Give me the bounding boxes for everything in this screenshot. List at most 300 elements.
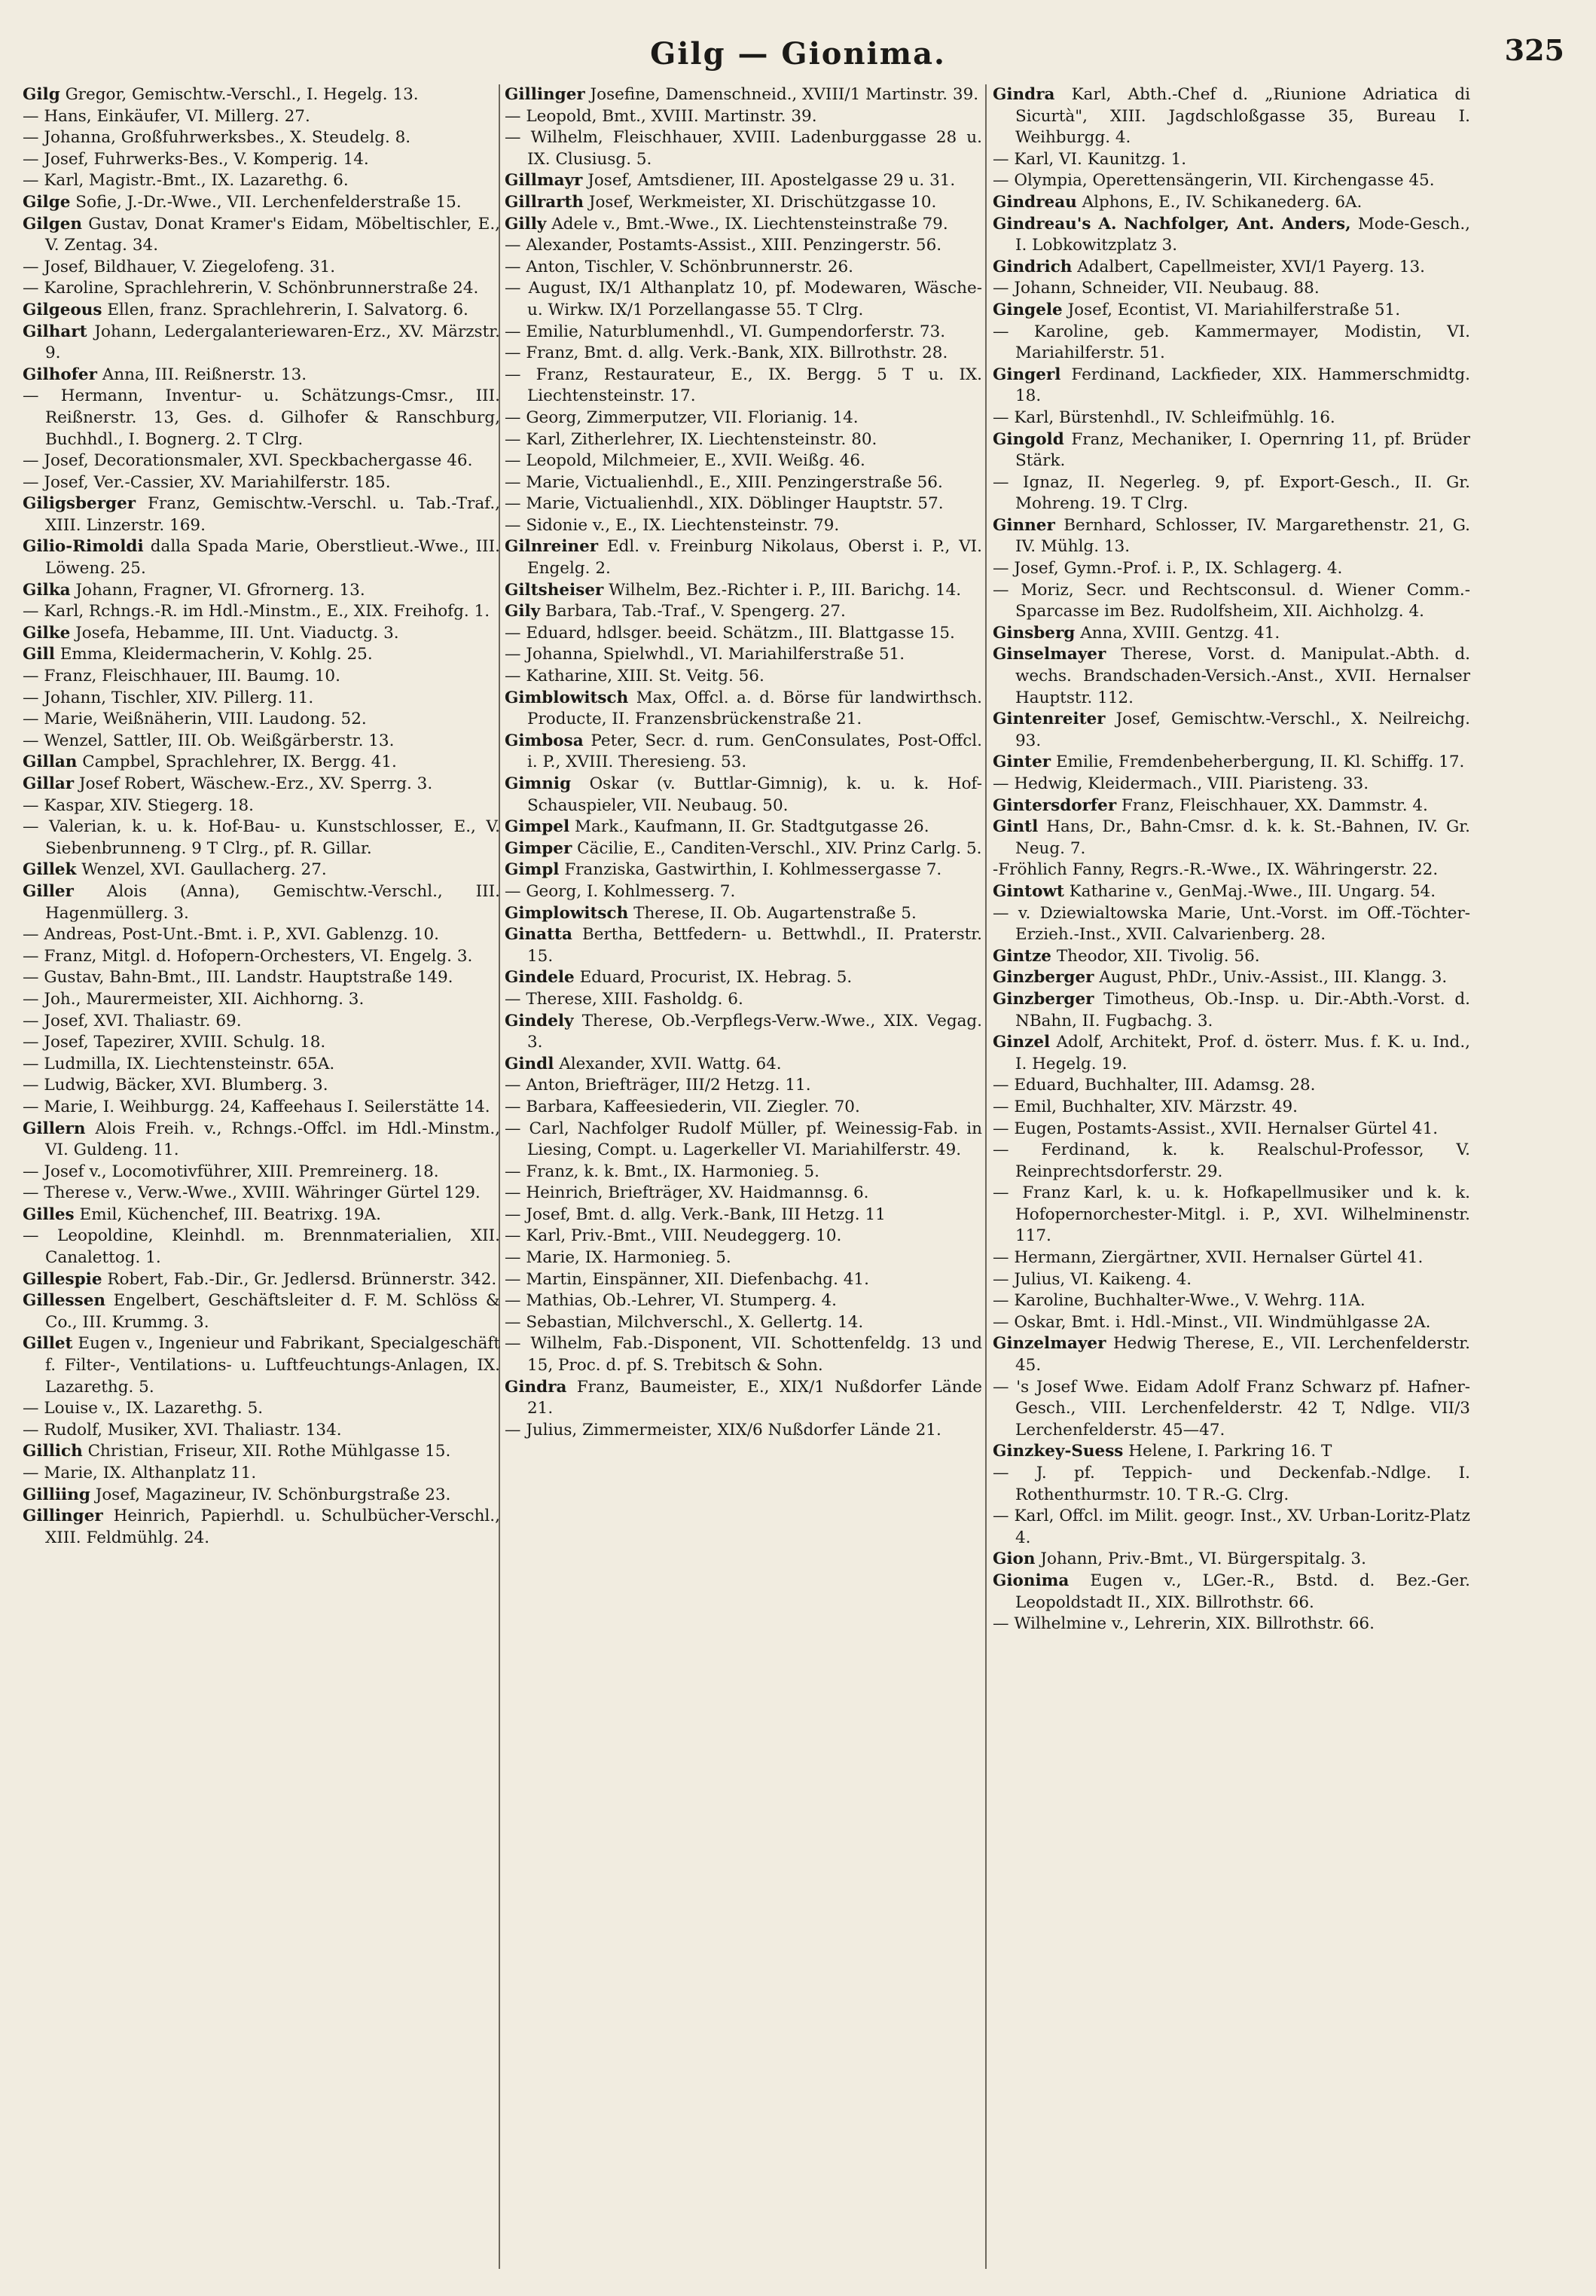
entry-details: Josef, Econtist, VI. Mariahilferstraße 51. [1067, 300, 1401, 319]
entry-surname: Gingold [993, 429, 1064, 449]
directory-entry [505, 1312, 982, 1334]
entry-details: Adolf, Architekt, Prof. d. österr. Mus. f. K. u. Ind., I. Hegelg. 19. [1015, 1033, 1470, 1073]
entry-surname: Gillespie [23, 1269, 102, 1289]
entry-details: Bertha, Bettfedern- u. Bettwhdl., II. Praterstr. 15. [527, 925, 982, 966]
entry-details: Cäcilie, E., Canditen-Verschl., XIV. Prinz Carlg. 5. [577, 838, 982, 858]
entry-surname: Gintersdorfer [993, 795, 1117, 815]
entry-details: -Fröhlich Fanny, Regrs.-R.-Wwe., IX. Währingerstr. 22. [993, 860, 1439, 880]
entry-details: Barbara, Tab.-Traf., V. Spengerg. 27. [545, 602, 846, 621]
directory-entry [505, 774, 982, 817]
entry-details: — Heinrich, Briefträger, XV. Haidmannsg. 6. [505, 1183, 869, 1203]
entry-surname: Gily [505, 602, 541, 621]
column-2 [505, 84, 982, 2273]
entry-details: — August, IX/1 Althanplatz 10, pf. Modewaren, Wäsche- u. Wirkw. IX/1 Porzellangasse 55. T Clrg. [505, 279, 982, 319]
directory-entry [993, 1032, 1470, 1075]
entry-surname: Gilka [23, 580, 71, 600]
directory-entry [993, 1290, 1470, 1312]
directory-entry [23, 1075, 500, 1097]
entry-surname: Gionima [993, 1571, 1070, 1590]
entry-details: — Kaspar, XIV. Stiegerg. 18. [23, 795, 255, 815]
directory-entry [23, 859, 500, 881]
entry-details: — Marie, Weißnäherin, VIII. Laudong. 52. [23, 710, 367, 729]
directory-entry [23, 1119, 500, 1162]
entry-details: — Josef v., Locomotivführer, XIII. Premreinerg. 18. [23, 1162, 439, 1181]
entry-details: — Julius, VI. Kaikeng. 4. [993, 1269, 1192, 1289]
directory-entry [23, 493, 500, 536]
entry-details: Robert, Fab.-Dir., Gr. Jedlersd. Brünnerstr. 342. [107, 1269, 497, 1289]
entry-details: — Wenzel, Sattler, III. Ob. Weißgärberstr. 13. [23, 731, 395, 750]
directory-entry [505, 515, 982, 537]
directory-entry [23, 946, 500, 968]
entry-details: Ferdinand, Lackfieder, XIX. Hammerschmidtg. 18. [1015, 365, 1470, 406]
entry-details: Alois (Anna), Gemischtw.-Verschl., III. Hagenmüllerg. 3. [45, 881, 500, 923]
entry-details: — Karl, Rchngs.-R. im Hdl.-Minstm., E., XIX. Freihofg. 1. [23, 602, 490, 621]
directory-entry [993, 1614, 1470, 1635]
directory-entry [993, 278, 1470, 300]
directory-entry [23, 1162, 500, 1183]
entry-surname: Gilgen [23, 214, 83, 234]
entry-details: — Josef, Fuhrwerks-Bes., V. Komperig. 14. [23, 149, 369, 169]
entry-surname: Gilnreiner [505, 537, 599, 557]
entry-surname: Gimbosa [505, 731, 584, 750]
directory-entry [505, 365, 982, 408]
entry-details: — Louise v., IX. Lazarethg. 5. [23, 1399, 264, 1418]
entry-details: — Franz, Mitgl. d. Hofopern-Orchesters, VI. Engelg. 3. [23, 946, 473, 966]
entry-details: — Karoline, Sprachlehrerin, V. Schönbrunnerstraße 24. [23, 279, 479, 298]
entry-surname: Gilly [505, 214, 547, 234]
entry-details: Katharine v., GenMaj.-Wwe., III. Ungarg. 54. [1069, 881, 1436, 901]
entry-details: Emil, Küchenchef, III. Beatrixg. 19A. [79, 1204, 381, 1224]
directory-entry [993, 752, 1470, 774]
directory-entry [23, 127, 500, 149]
entry-surname: Gilliing [23, 1485, 90, 1504]
directory-entry [23, 214, 500, 257]
entry-details: — Ludwig, Bäcker, XVI. Blumberg. 3. [23, 1076, 328, 1095]
directory-entry [993, 1463, 1470, 1506]
entry-details: — Alexander, Postamts-Assist., XIII. Penzingerstr. 56. [505, 236, 942, 255]
directory-entry [23, 386, 500, 450]
entry-details: — Karl, Zitherlehrer, IX. Liechtensteinstr. 80. [505, 429, 877, 449]
entry-details: — Eduard, Buchhalter, III. Adamsg. 28. [993, 1076, 1316, 1095]
directory-entry [993, 322, 1470, 365]
entry-surname: Ginzelmayer [993, 1334, 1106, 1354]
directory-entry [505, 601, 982, 623]
column-divider [985, 84, 987, 2269]
entry-details: Campbel, Sprachlehrer, IX. Bergg. 41. [82, 753, 397, 772]
directory-entry [23, 881, 500, 924]
directory-entry [23, 450, 500, 472]
entry-details: — Wilhelmine v., Lehrerin, XIX. Billrothstr. 66. [993, 1614, 1375, 1634]
entry-details: Mode-Gesch., I. Lobkowitzplatz 3. [1015, 214, 1470, 255]
entry-details: Karl, Abth.-Chef d. „Riunione Adriatica di Sicurtà", XIII. Jagdschloßgasse 35, Bureau I. Weihburgg. 4. [1015, 85, 1470, 148]
entry-details: Sofie, J.-Dr.-Wwe., VII. Lerchenfelderstraße 15. [75, 192, 462, 212]
entry-surname: Gindreau's A. Nachfolger, Ant. Anders, [993, 214, 1351, 234]
entry-surname: Giltsheiser [505, 580, 604, 600]
directory-entry [505, 1377, 982, 1420]
entry-details: — Martin, Einspänner, XII. Diefenbachg. 41. [505, 1269, 869, 1289]
directory-entry [993, 1119, 1470, 1140]
directory-entry [23, 1032, 500, 1054]
directory-entry [505, 84, 982, 106]
directory-entry [993, 1312, 1470, 1334]
entry-surname: Gindra [505, 1377, 567, 1397]
entry-details: — Leopold, Bmt., XVIII. Martinstr. 39. [505, 106, 817, 126]
directory-entry [993, 623, 1470, 645]
entry-details: Gregor, Gemischtw.-Verschl., I. Hegelg. 13. [65, 85, 419, 104]
entry-details: — Josef, Bildhauer, V. Ziegelofeng. 31. [23, 257, 336, 276]
entry-details: — Johanna, Spielwhdl., VI. Mariahilferstraße 51. [505, 645, 905, 664]
entry-details: — Johann, Tischler, XIV. Pillerg. 11. [23, 688, 314, 707]
entry-details: Josefine, Damenschneid., XVIII/1 Martinstr. 39. [590, 85, 979, 104]
entry-details: Helene, I. Parkring 16. T [1128, 1442, 1332, 1461]
entry-details: Wilhelm, Bez.-Richter i. P., III. Barichg. 14. [609, 580, 962, 600]
directory-entry [505, 106, 982, 128]
directory-entry [23, 1097, 500, 1119]
entry-details: — Valerian, k. u. k. Hof-Bau- u. Kunstschlosser, E., V. Siebenbrunneng. 9 T Clrg., pf. R. Gillar. [23, 817, 500, 858]
directory-entry [993, 644, 1470, 709]
entry-surname: Gillich [23, 1442, 83, 1461]
entry-details: — Josef, XVI. Thaliastr. 69. [23, 1011, 242, 1030]
entry-details: Alois Freih. v., Rchngs.-Offcl. im Hdl.-Minstm., VI. Guldeng. 11. [45, 1119, 500, 1160]
entry-surname: Gindrich [993, 257, 1073, 276]
entry-details: Ellen, franz. Sprachlehrerin, I. Salvatorg. 6. [107, 300, 468, 319]
directory-entry [993, 1097, 1470, 1119]
page-number: 325 [1504, 33, 1564, 67]
entry-details: — Emilie, Naturblumenhdl., VI. Gumpendorferstr. 73. [505, 322, 946, 341]
entry-surname: Gindreau [993, 192, 1077, 212]
entry-details: Hans, Dr., Bahn-Cmsr. d. k. k. St.-Bahnen, IV. Gr. Neug. 7. [1015, 817, 1470, 858]
entry-surname: Ginter [993, 753, 1051, 772]
directory-entry [993, 149, 1470, 171]
directory-entry [993, 558, 1470, 580]
directory-entry [23, 322, 500, 365]
entry-details: — Marie, IX. Harmonieg. 5. [505, 1248, 731, 1268]
entry-details: Theodor, XII. Tivolig. 56. [1056, 946, 1260, 966]
directory-entry [505, 322, 982, 343]
entry-surname: Ginner [993, 515, 1055, 535]
entry-details: — Andreas, Post-Unt.-Bmt. i. P., XVI. Gablenzg. 10. [23, 925, 439, 945]
directory-entry [505, 688, 982, 731]
directory-entry [505, 429, 982, 451]
entry-details: — Johanna, Großfuhrwerksbes., X. Steudelg. 8. [23, 128, 411, 148]
entry-details: — Franz, Restaurateur, E., IX. Bergg. 5 T u. IX. Liechtensteinstr. 17. [505, 365, 982, 406]
directory-entry [23, 278, 500, 300]
column-1 [23, 84, 500, 2273]
entry-surname: Gillern [23, 1119, 86, 1138]
directory-entry [993, 257, 1470, 279]
entry-surname: Gion [993, 1549, 1036, 1569]
directory-entry [23, 623, 500, 645]
entry-details: — Wilhelm, Fleischhauer, XVIII. Ladenburggasse 28 u. IX. Clusiusg. 5. [505, 128, 982, 169]
directory-entry [993, 1333, 1470, 1376]
directory-entry [993, 84, 1470, 149]
directory-entry [505, 170, 982, 192]
entry-details: Heinrich, Papierhdl. u. Schulbücher-Verschl., XIII. Feldmühlg. 24. [45, 1507, 500, 1547]
directory-entry [505, 644, 982, 666]
entry-surname: Ginsberg [993, 623, 1076, 643]
directory-entry [23, 1333, 500, 1398]
directory-entry [993, 1506, 1470, 1549]
directory-entry [505, 1204, 982, 1226]
entry-details: — Emil, Buchhalter, XIV. Märzstr. 49. [993, 1097, 1298, 1116]
entry-details: Johann, Fragner, VI. Gfrornerg. 13. [75, 580, 365, 600]
directory-entry [23, 170, 500, 192]
directory-entry [23, 1269, 500, 1291]
entry-details: — Therese, XIII. Fasholdg. 6. [505, 989, 743, 1009]
directory-entry [505, 967, 982, 989]
directory-entry [23, 580, 500, 602]
directory-entry [993, 881, 1470, 903]
entry-details: — 's Josef Wwe. Eidam Adolf Franz Schwarz pf. Hafner-Gesch., VIII. Lerchenfelderstr. 42 T, Ndlge. VII/3 Lerchenfelderstr. 45—47. [993, 1377, 1470, 1440]
directory-entry [505, 903, 982, 925]
entry-surname: Ginzel [993, 1033, 1051, 1052]
entry-details: Josef, Werkmeister, XI. Drischützgasse 10. [588, 192, 937, 212]
directory-entry [993, 967, 1470, 989]
directory-entry [23, 795, 500, 817]
entry-details: Eugen v., Ingenieur und Fabrikant, Specialgeschäft f. Filter-, Ventilations- u. Luftfeuchtungs-Anlagen, IX. Lazarethg. 5. [45, 1334, 500, 1397]
entry-details: — Hermann, Ziergärtner, XVII. Hernalser Gürtel 41. [993, 1248, 1424, 1268]
entry-details: — Wilhelm, Fab.-Disponent, VII. Schottenfeldg. 13 und 15, Proc. d. pf. S. Trebitsch & Sohn. [505, 1334, 982, 1375]
entry-details: Christian, Friseur, XII. Rothe Mühlgasse 15. [87, 1442, 451, 1461]
entry-surname: Gillek [23, 860, 77, 880]
entry-details: — Franz, Bmt. d. allg. Verk.-Bank, XIX. Billrothstr. 28. [505, 343, 948, 363]
entry-details: — Georg, I. Kohlmesserg. 7. [505, 881, 736, 901]
entry-details: Josef Robert, Wäschew.-Erz., XV. Sperrg. 3. [78, 774, 433, 793]
entry-details: Josef, Amtsdiener, III. Apostelgasse 29 u. 31. [587, 171, 956, 191]
directory-entry [993, 1140, 1470, 1183]
directory-entry [505, 1269, 982, 1291]
directory-entry [993, 946, 1470, 968]
entry-surname: Gindele [505, 968, 575, 988]
entry-details: Eduard, Procurist, IX. Hebrag. 5. [579, 968, 853, 988]
entry-details: — Karl, Magistr.-Bmt., IX. Lazarethg. 6. [23, 171, 349, 191]
entry-details: — Franz, k. k. Bmt., IX. Harmonieg. 5. [505, 1162, 819, 1181]
entry-details: Therese, Ob.-Verpflegs-Verw.-Wwe., XIX. Vegag. 3. [527, 1011, 982, 1052]
directory-entry [23, 1420, 500, 1442]
directory-entry [23, 84, 500, 106]
entry-details: — Marie, I. Weihburgg. 24, Kaffeehaus I. Seilerstätte 14. [23, 1097, 490, 1116]
entry-details: Bernhard, Schlosser, IV. Margarethenstr. 21, G. IV. Mühlg. 13. [1015, 515, 1470, 557]
entry-details: Eugen v., LGer.-R., Bstd. d. Bez.-Ger. Leopoldstadt II., XIX. Billrothstr. 66. [1015, 1571, 1470, 1612]
entry-details: — Moriz, Secr. und Rechtsconsul. d. Wiener Comm.-Sparcasse im Bez. Rudolfsheim, XII. Aichholzg. 4. [993, 580, 1470, 621]
entry-surname: Giligsberger [23, 494, 136, 514]
entry-details: — Karl, VI. Kaunitzg. 1. [993, 149, 1187, 169]
entry-details: — Mathias, Ob.-Lehrer, VI. Stumperg. 4. [505, 1291, 837, 1311]
directory-entry [23, 967, 500, 989]
entry-details: Timotheus, Ob.-Insp. u. Dir.-Abth.-Vorst. d. NBahn, II. Fugbachg. 3. [1015, 989, 1470, 1030]
directory-entry [505, 838, 982, 860]
entry-details: — Georg, Zimmerputzer, VII. Florianig. 14. [505, 408, 859, 427]
entry-details: Therese, Vorst. d. Manipulat.-Abth. d. wechs. Brandschaden-Versich.-Anst., XVII. Hernalser Hauptstr. 112. [1015, 645, 1470, 707]
directory-entry [993, 795, 1470, 817]
directory-entry [23, 365, 500, 386]
directory-entry [505, 989, 982, 1011]
entry-details: Oskar (v. Buttlar-Gimnig), k. u. k. Hof-Schauspieler, VII. Neubaug. 50. [527, 774, 982, 815]
entry-details: Anna, III. Reißnerstr. 13. [102, 365, 307, 384]
directory-entry [23, 709, 500, 731]
entry-surname: Gill [23, 645, 55, 664]
entry-details: — Karl, Offcl. im Milit. geogr. Inst., XV. Urban-Loritz-Platz 4. [993, 1507, 1470, 1547]
entry-details: Wenzel, XVI. Gaullacherg. 27. [81, 860, 327, 880]
directory-entry [23, 1463, 500, 1485]
directory-entry [505, 278, 982, 321]
directory-entry [993, 1183, 1470, 1247]
entry-details: — Marie, Victualienhdl., E., XIII. Penzingerstraße 56. [505, 472, 943, 492]
entry-details: — Karl, Priv.-Bmt., VIII. Neudeggerg. 10. [505, 1226, 842, 1246]
entry-surname: Ginselmayer [993, 645, 1106, 664]
entry-details: — Anton, Briefträger, III/2 Hetzg. 11. [505, 1076, 811, 1095]
entry-details: Gustav, Donat Kramer's Eidam, Möbeltischler, E., V. Zentag. 34. [45, 214, 500, 255]
entry-details: Emilie, Fremdenbeherbergung, II. Kl. Schiffg. 17. [1055, 753, 1465, 772]
directory-entry [505, 924, 982, 967]
entry-surname: Gimblowitsch [505, 688, 629, 707]
entry-details: — Therese v., Verw.-Wwe., XVIII. Währinger Gürtel 129. [23, 1183, 481, 1203]
directory-entry [993, 1571, 1470, 1614]
entry-surname: Gimpl [505, 860, 560, 880]
entry-details: — Ferdinand, k. k. Realschul-Professor, V. Reinprechtsdorferstr. 29. [993, 1140, 1470, 1181]
entry-details: — Hedwig, Kleidermach., VIII. Piaristeng. 33. [993, 774, 1369, 793]
entry-surname: Gintenreiter [993, 710, 1106, 729]
entry-details: — Ignaz, II. Negerleg. 9, pf. Export-Gesch., II. Gr. Mohreng. 19. T Clrg. [993, 472, 1470, 514]
directory-entry [23, 1204, 500, 1226]
entry-details: Alexander, XVII. Wattg. 64. [559, 1054, 782, 1073]
entry-surname: Gillet [23, 1334, 73, 1354]
directory-entry [505, 536, 982, 579]
entry-details: Josefa, Hebamme, III. Unt. Viaductg. 3. [75, 623, 399, 643]
entry-details: Adele v., Bmt.-Wwe., IX. Liechtensteinstraße 79. [551, 214, 948, 234]
entry-details: — Sidonie v., E., IX. Liechtensteinstr. 79. [505, 515, 840, 535]
directory-entry [505, 580, 982, 602]
directory-entry [993, 580, 1470, 623]
directory-entry [23, 1054, 500, 1076]
directory-entry [505, 1119, 982, 1162]
entry-surname: Gimpel [505, 817, 570, 837]
column-3 [993, 84, 1470, 2273]
directory-entry [505, 1162, 982, 1183]
directory-entry [993, 1441, 1470, 1463]
entry-details: Franz, Mechaniker, I. Opernring 11, pf. Brüder Stärk. [1015, 429, 1470, 471]
directory-entry [993, 192, 1470, 214]
directory-entry [505, 666, 982, 688]
page-title: Gilg — Gionima. [650, 36, 946, 72]
entry-details: — Leopoldine, Kleinhdl. m. Brennmaterialien, XII. Canalettog. 1. [23, 1226, 500, 1268]
directory-entry [993, 214, 1470, 257]
entry-details: — Gustav, Bahn-Bmt., III. Landstr. Hauptstraße 149. [23, 968, 453, 988]
directory-entry [23, 688, 500, 710]
directory-entry [505, 881, 982, 903]
directory-entry [23, 989, 500, 1011]
entry-details: — Hans, Einkäufer, VI. Millerg. 27. [23, 106, 310, 126]
entry-details: Johann, Ledergalanteriewaren-Erz., XV. Märzstr. 9. [45, 322, 500, 363]
entry-surname: Gillrarth [505, 192, 584, 212]
directory-entry [993, 709, 1470, 752]
directory-entry [505, 343, 982, 365]
directory-entry [23, 472, 500, 494]
directory-entry [505, 731, 982, 774]
entry-details: — Eduard, hdlsger. beeid. Schätzm., III. Blattgasse 15. [505, 623, 955, 643]
directory-entry [993, 170, 1470, 192]
entry-surname: Gilgeous [23, 300, 102, 319]
directory-entry [993, 989, 1470, 1032]
directory-entry [993, 515, 1470, 558]
entry-details: — Josef, Tapezirer, XVIII. Schulg. 18. [23, 1033, 326, 1052]
entry-surname: Gillessen [23, 1291, 106, 1311]
directory-entry [993, 300, 1470, 322]
directory-entry [23, 1441, 500, 1463]
directory-entry [23, 1398, 500, 1420]
entry-details: Therese, II. Ob. Augartenstraße 5. [633, 903, 917, 923]
entry-details: — Barbara, Kaffeesiederin, VII. Ziegler. 70. [505, 1097, 860, 1116]
entry-details: — Josef, Ver.-Cassier, XV. Mariahilferstr. 185. [23, 472, 391, 492]
entry-details: Adalbert, Capellmeister, XVI/1 Payerg. 13. [1077, 257, 1425, 276]
directory-entry [23, 257, 500, 279]
entry-details: — Katharine, XIII. St. Veitg. 56. [505, 667, 764, 686]
entry-surname: Gillinger [23, 1507, 103, 1526]
directory-entry [23, 1011, 500, 1033]
entry-details: — Marie, IX. Althanplatz 11. [23, 1464, 257, 1482]
directory-entry [505, 1183, 982, 1204]
directory-entry [23, 752, 500, 774]
directory-entry [993, 859, 1470, 881]
directory-entry [993, 1075, 1470, 1097]
directory-entry [505, 235, 982, 257]
directory-entry [505, 408, 982, 429]
entry-surname: Gintowt [993, 881, 1064, 901]
entry-details: Franz, Gemischtw.-Verschl. u. Tab.-Traf., XIII. Linzerstr. 169. [45, 494, 500, 535]
entry-details: — Olympia, Operettensängerin, VII. Kirchengasse 45. [993, 171, 1435, 191]
directory-entry [993, 1377, 1470, 1442]
directory-entry [505, 1226, 982, 1247]
entry-details: — Hermann, Inventur- u. Schätzungs-Cmsr., III. Reißnerstr. 13, Ges. d. Gilhofer & Ranschburg, Buchhdl., I. Bognerg. 2. T Clrg. [23, 386, 500, 449]
entry-surname: Gimplowitsch [505, 903, 629, 923]
directory-entry [993, 903, 1470, 946]
entry-details: — J. pf. Teppich- und Deckenfab.-Ndlge. I. Rothenthurmstr. 10. T R.-G. Clrg. [993, 1464, 1470, 1504]
entry-details: Emma, Kleidermacherin, V. Kohlg. 25. [60, 645, 373, 664]
directory-entry [993, 1269, 1470, 1291]
entry-surname: Gingele [993, 300, 1063, 319]
directory-entry [505, 1333, 982, 1376]
entry-details: — Josef, Decorationsmaler, XVI. Speckbachergasse 46. [23, 451, 473, 471]
entry-details: — Oskar, Bmt. i. Hdl.-Minst., VII. Windmühlgasse 2A. [993, 1312, 1431, 1332]
entry-details: — Josef, Gymn.-Prof. i. P., IX. Schlagerg. 4. [993, 559, 1343, 579]
directory-entry [23, 666, 500, 688]
directory-entry [505, 1054, 982, 1076]
directory-entry [993, 1247, 1470, 1269]
entry-details: — Leopold, Milchmeier, E., XVII. Weißg. 46. [505, 451, 865, 471]
directory-entry [23, 731, 500, 753]
entry-surname: Ginzberger [993, 989, 1094, 1009]
entry-details: — Carl, Nachfolger Rudolf Müller, pf. Weinessig-Fab. in Liesing, Compt. u. Lagerkeller VI. Mariahilferstr. 49. [505, 1119, 982, 1160]
directory-entry [993, 365, 1470, 408]
directory-entry [505, 192, 982, 214]
entry-surname: Gillan [23, 753, 78, 772]
entry-details: Hedwig Therese, E., VII. Lerchenfelderstr. 45. [1015, 1334, 1470, 1375]
directory-entry [23, 1183, 500, 1204]
entry-surname: Gilg [23, 85, 60, 104]
entry-details: Franziska, Gastwirthin, I. Kohlmessergasse 7. [564, 860, 942, 880]
entry-details: — Karoline, geb. Kammermayer, Modistin, VI. Mariahilferstr. 51. [993, 322, 1470, 363]
entry-details: — Johann, Schneider, VII. Neubaug. 88. [993, 279, 1320, 298]
directory-entry [505, 859, 982, 881]
entry-details: Franz, Baumeister, E., XIX/1 Nußdorfer Lände 21. [527, 1377, 982, 1418]
directory-entry [23, 300, 500, 322]
entry-surname: Ginzberger [993, 968, 1094, 988]
directory-entry [23, 1290, 500, 1333]
entry-details: — Sebastian, Milchverschl., X. Gellertg. 14. [505, 1312, 864, 1332]
directory-entry [505, 817, 982, 838]
entry-surname: Gillinger [505, 85, 585, 104]
entry-details: — Karoline, Buchhalter-Wwe., V. Wehrg. 11A. [993, 1291, 1366, 1311]
